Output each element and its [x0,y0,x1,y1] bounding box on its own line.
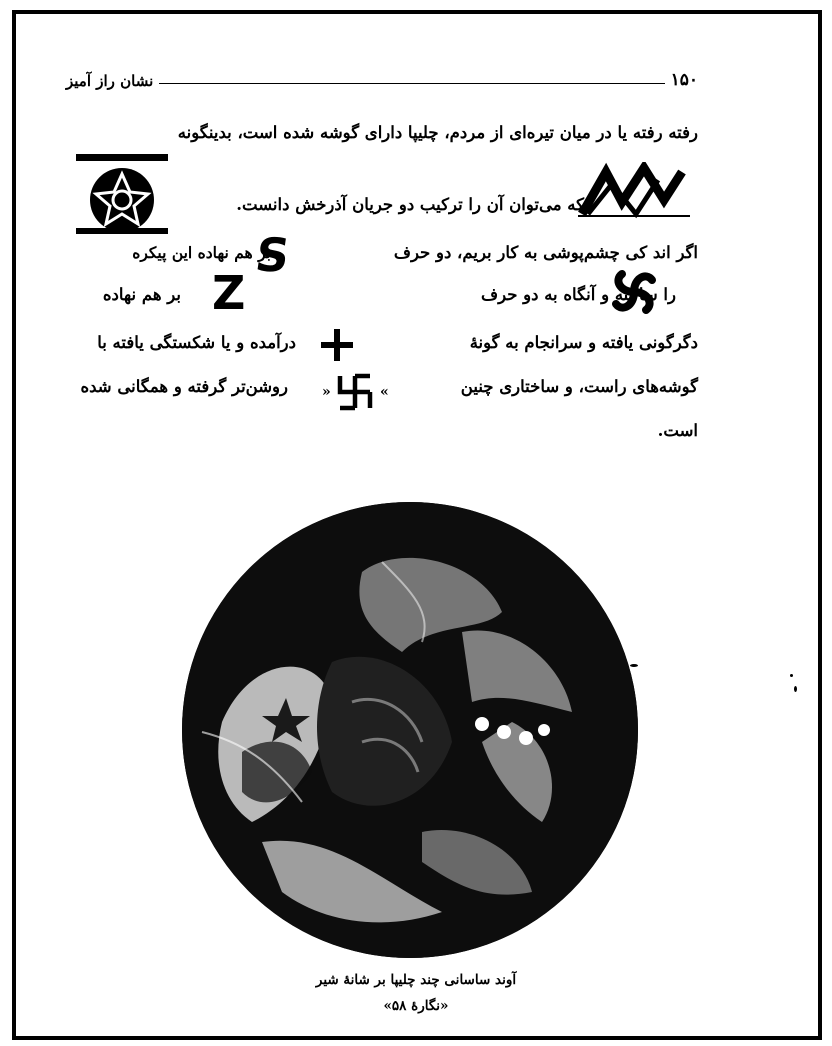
text-line-4-end: بر هم نهاده [102,285,181,304]
close-quote: » [380,384,389,400]
sasanian-vessel-image [182,502,638,958]
seal-rosette-icon [74,152,170,238]
swastika-icon [336,372,374,412]
page-number: ۱۵۰ [670,70,698,90]
plus-cross-icon [320,328,354,362]
text-line-2: که می‌توان آن را ترکیب دو جریان آذرخش دانست. [236,195,584,214]
book-title: نشان راز آمیز [66,72,154,90]
text-line-3-end: بر هم نهاده این پیکره [132,243,271,262]
ink-speck [790,674,793,677]
letter-z-glyph: Z [212,266,246,320]
vessel-illustration [182,502,638,958]
running-header [66,66,698,90]
text-line-5-end: درآمده و یا شکستگی یافته با [97,333,296,352]
text-line-5-start: دگرگونی یافته و سرانجام به گونهٔ [469,333,698,352]
text-line-6-end: روشن‌تر گرفته و همگانی شده [80,377,288,396]
text-line-4-start: را ساخته و آنگاه به دو حرف [481,285,676,304]
text-line-3-start: اگر اند کی چشم‌پوشی به کار بریم، دو حرف [393,243,698,262]
figure-number: «نگارهٔ ۵۸» [383,998,449,1014]
text-line-7: است. [657,421,698,440]
open-quote: « [322,384,331,400]
header-rule [159,83,664,84]
ink-speck [630,664,638,667]
lightning-cross-icon [578,162,690,220]
text-line-1: رفته رفته یا در میان تیره‌ای از مردم، چلیپا دارای گوشه شده است، بدینگونه [177,123,698,142]
figure-caption: آوند ساسانی چند چلیپا بر شانهٔ شیر [315,972,517,988]
ink-speck [794,686,797,692]
book-page [16,14,816,1032]
letter-s-glyph: S [252,228,293,282]
text-line-6-start: گوشه‌های راست، و ساختاری چنین [460,377,698,396]
curved-swastika-icon [606,266,662,318]
